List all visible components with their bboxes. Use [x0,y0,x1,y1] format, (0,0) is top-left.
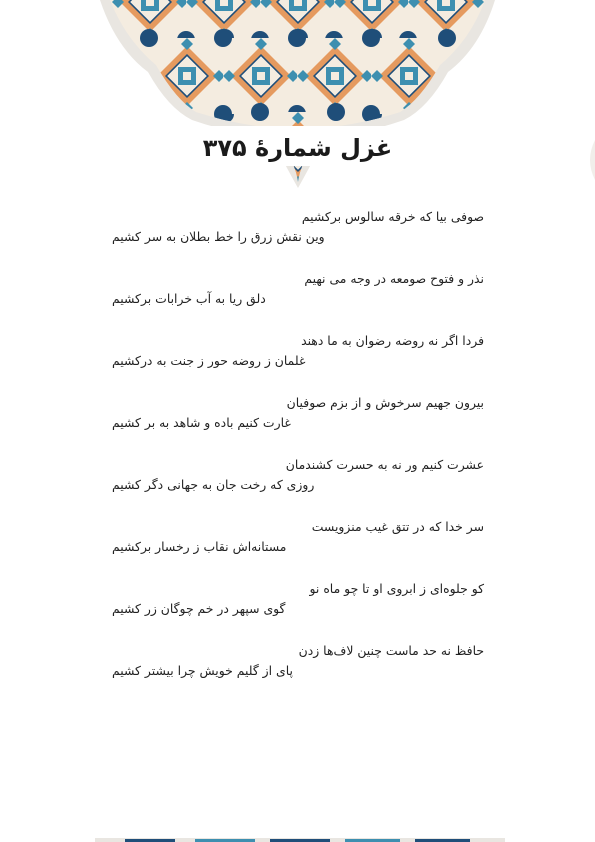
hemistich-second: گوی سپهر در خم چوگان زر کشیم [112,601,286,616]
hemistich-second: وین نقش زرق را خط بطلان به سر کشیم [112,229,325,244]
poem-body [112,207,484,703]
hemistich-second: روزی که رخت جان به جهانی دگر کشیم [112,477,315,492]
hemistich-first: بیرون جهیم سرخوش و از بزم صوفیان [286,395,484,410]
hemistich-first: سر خدا که در تتق غیب منزویست [311,519,484,534]
hemistich-second: غارت کنیم باده و شاهد به بر کشیم [112,415,291,430]
couplet-5 [112,455,484,517]
poem-title: غزل شمارهٔ ۳۷۵ [202,134,393,162]
side-decoration [583,140,595,180]
couplet-3 [112,331,484,393]
couplet-8 [112,641,484,703]
couplet-4 [112,393,484,455]
hemistich-first: فردا اگر نه روضه رضوان به ما دهند [301,333,484,348]
hemistich-first: حافظ نه حد ماست چنین لاف‌ها زدن [298,643,484,658]
couplet-6 [112,517,484,579]
hemistich-second: پای از گلیم خویش چرا بیشتر کشیم [112,663,293,678]
couplet-2 [112,269,484,331]
hemistich-first: کو جلوه‌ای ز ابروی او تا چو ماه نو [309,581,484,596]
couplet-1 [112,207,484,269]
hemistich-second: مستانه‌اش نقاب ز رخسار برکشیم [112,539,287,554]
hemistich-second: غلمان ز روضه حور ز جنت به درکشیم [112,353,306,368]
decorative-tile-footer [0,836,595,842]
couplet-7 [112,579,484,641]
decorative-tile-header [0,0,595,200]
hemistich-first: عشرت کنیم ور نه به حسرت کشندمان [285,457,484,472]
hemistich-first: صوفی بیا که خرقه سالوس برکشیم [301,209,484,224]
hemistich-first: نذر و فتوح صومعه در وجه می نهیم [304,271,484,286]
hemistich-second: دلق ریا به آب خرابات برکشیم [112,291,266,306]
